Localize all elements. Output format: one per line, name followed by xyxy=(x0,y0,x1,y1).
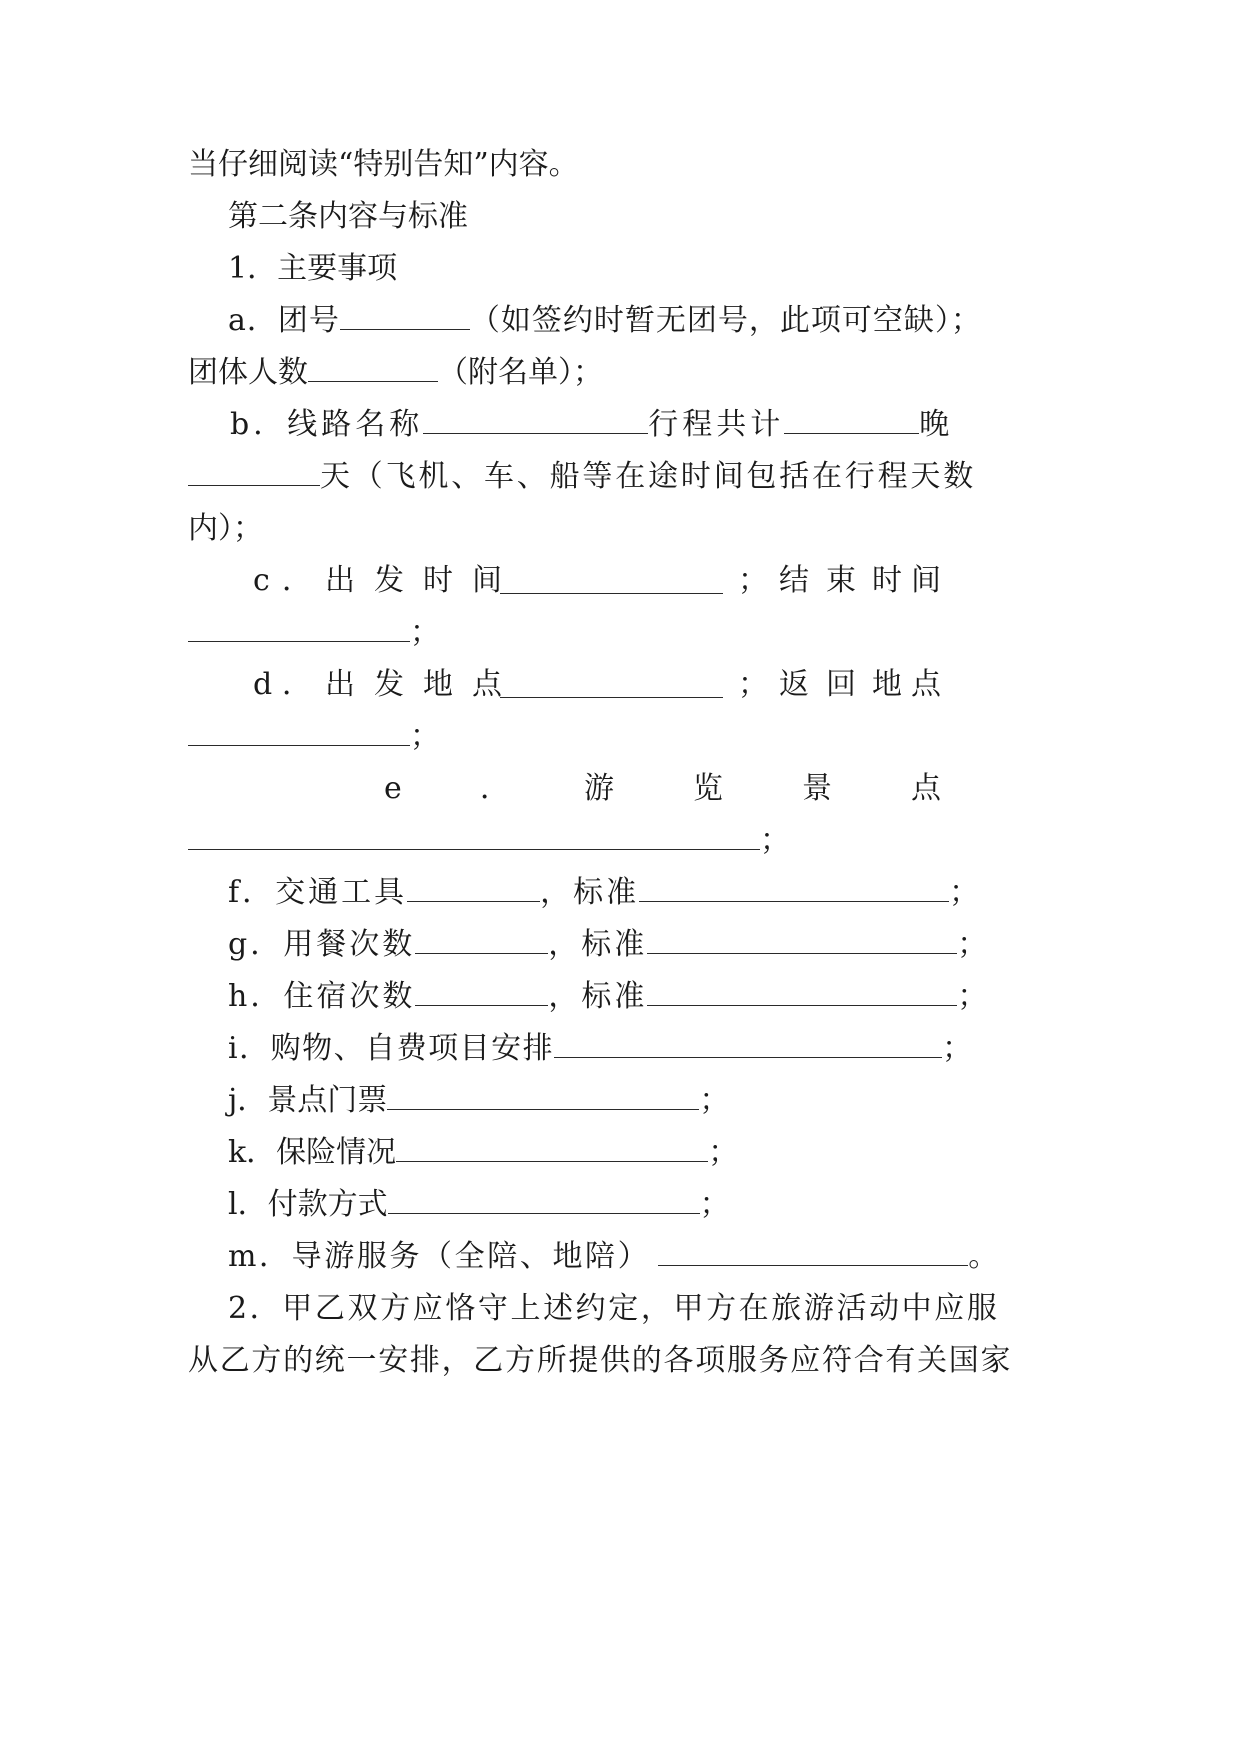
text: m．导游服务（全陪、地陪） xyxy=(228,1239,651,1274)
blank-transport[interactable] xyxy=(407,875,540,902)
blank-meals-standard[interactable] xyxy=(647,927,957,954)
text: ； xyxy=(708,1135,739,1170)
item-j-line xyxy=(228,1081,729,1121)
text: 景 xyxy=(802,771,832,806)
text: i．购物、自费项目安排 xyxy=(228,1031,555,1066)
text: ； xyxy=(942,1031,974,1066)
text: 点 xyxy=(911,771,941,806)
text: 结 xyxy=(779,563,809,598)
text: 行程共计 xyxy=(648,407,785,442)
paragraph-line xyxy=(228,1289,1000,1329)
text: ； xyxy=(957,979,991,1014)
blank-days[interactable] xyxy=(188,459,320,486)
text: ． xyxy=(282,667,312,702)
text: 团体人数 xyxy=(188,355,308,390)
text: d xyxy=(253,667,273,702)
text: ； xyxy=(699,1083,730,1118)
text: c xyxy=(253,563,270,598)
text: 当仔细阅读“特别告知”内容。 xyxy=(188,147,579,182)
blank-payment[interactable] xyxy=(388,1187,700,1214)
text: k．保险情况 xyxy=(228,1135,397,1170)
text: 2．甲乙双方应恪守上述约定，甲方在旅游活动中应服 xyxy=(228,1291,1000,1326)
text: 地 xyxy=(423,667,453,702)
text: ； xyxy=(949,875,983,910)
blank-transport-standard[interactable] xyxy=(639,875,949,902)
paragraph-line xyxy=(188,145,579,185)
text: 出 xyxy=(325,563,355,598)
blank-departure-place[interactable] xyxy=(500,671,723,698)
text: ． xyxy=(480,771,510,806)
text: ； xyxy=(699,1187,730,1222)
blank-group-size[interactable] xyxy=(308,355,438,382)
text: ； xyxy=(957,927,991,962)
text: e xyxy=(384,771,402,806)
text: 间 xyxy=(472,563,502,598)
text: f．交通工具 xyxy=(228,875,408,910)
item-g-line xyxy=(228,925,990,965)
item-a-note: （如签约时暂无团号，此项可空缺）； xyxy=(469,303,982,338)
item-k-line xyxy=(228,1133,738,1173)
text: （附名单）； xyxy=(438,355,603,390)
item-d-line-2 xyxy=(188,717,440,757)
text: 。 xyxy=(968,1239,1001,1274)
item-h-line xyxy=(228,977,990,1017)
item-a-line-2 xyxy=(188,353,603,393)
blank-return-place[interactable] xyxy=(188,719,410,746)
text: 第二条内容与标准 xyxy=(228,199,468,234)
text: 从乙方的统一安排，乙方所提供的各项服务应符合有关国家 xyxy=(188,1343,1013,1378)
text: ，标准 xyxy=(540,875,640,910)
text: l．付款方式 xyxy=(228,1187,388,1222)
text: ． xyxy=(282,563,312,598)
text: 发 xyxy=(374,563,404,598)
text: 内）； xyxy=(188,511,263,546)
item-b-label: b．线路名称 xyxy=(230,407,424,442)
blank-attractions[interactable] xyxy=(188,823,760,850)
text: 出 xyxy=(325,667,355,702)
text: 发 xyxy=(374,667,404,702)
text: h．住宿次数 xyxy=(228,979,416,1014)
blank-start-time[interactable] xyxy=(500,567,723,594)
item-f-line xyxy=(228,873,982,913)
section-heading xyxy=(228,249,397,289)
text: 1．主要事项 xyxy=(228,251,398,286)
blank-meals[interactable] xyxy=(415,927,548,954)
text: 游 xyxy=(584,771,614,806)
item-a-line xyxy=(228,301,982,341)
item-m-line xyxy=(228,1237,1001,1277)
blank-nights[interactable] xyxy=(784,407,919,434)
text: 晚 xyxy=(919,407,954,442)
item-c-line-2 xyxy=(188,613,440,653)
text: 点 xyxy=(911,667,941,702)
item-b-line-3 xyxy=(188,509,263,549)
text: 回 xyxy=(826,667,856,702)
text: 点 xyxy=(472,667,502,702)
text: 返 xyxy=(779,667,809,702)
item-l-line xyxy=(228,1185,730,1225)
text: ； xyxy=(738,563,768,598)
blank-tickets[interactable] xyxy=(387,1083,699,1110)
blank-shopping[interactable] xyxy=(554,1031,942,1058)
blank-insurance[interactable] xyxy=(396,1135,708,1162)
text: 览 xyxy=(693,771,723,806)
paragraph-line xyxy=(188,1341,1012,1381)
text: ，标准 xyxy=(548,979,648,1014)
text: 束 xyxy=(826,563,856,598)
text: ； xyxy=(760,823,790,858)
text: 时 xyxy=(423,563,453,598)
article-heading xyxy=(228,197,468,237)
item-a-label: a．团号 xyxy=(228,303,340,338)
text: g．用餐次数 xyxy=(228,927,416,962)
blank-group-number[interactable] xyxy=(340,303,470,330)
text: 时 xyxy=(872,563,902,598)
item-b-line xyxy=(230,405,953,445)
blank-lodging-standard[interactable] xyxy=(647,979,957,1006)
item-b-line-2 xyxy=(188,457,976,497)
text: 天（飞机、车、船等在途时间包括在行程天数 xyxy=(320,459,976,494)
text: 间 xyxy=(911,563,941,598)
text: ，标准 xyxy=(548,927,648,962)
text: 地 xyxy=(872,667,902,702)
blank-guide[interactable] xyxy=(658,1239,968,1266)
text: j．景点门票 xyxy=(228,1083,388,1118)
item-i-line xyxy=(228,1029,974,1069)
text: ； xyxy=(410,719,440,754)
text: ； xyxy=(738,667,768,702)
blank-lodging[interactable] xyxy=(415,979,548,1006)
blank-route-name[interactable] xyxy=(423,407,648,434)
item-e-line-2 xyxy=(188,821,790,861)
text: ； xyxy=(410,615,440,650)
blank-end-time[interactable] xyxy=(188,615,410,642)
